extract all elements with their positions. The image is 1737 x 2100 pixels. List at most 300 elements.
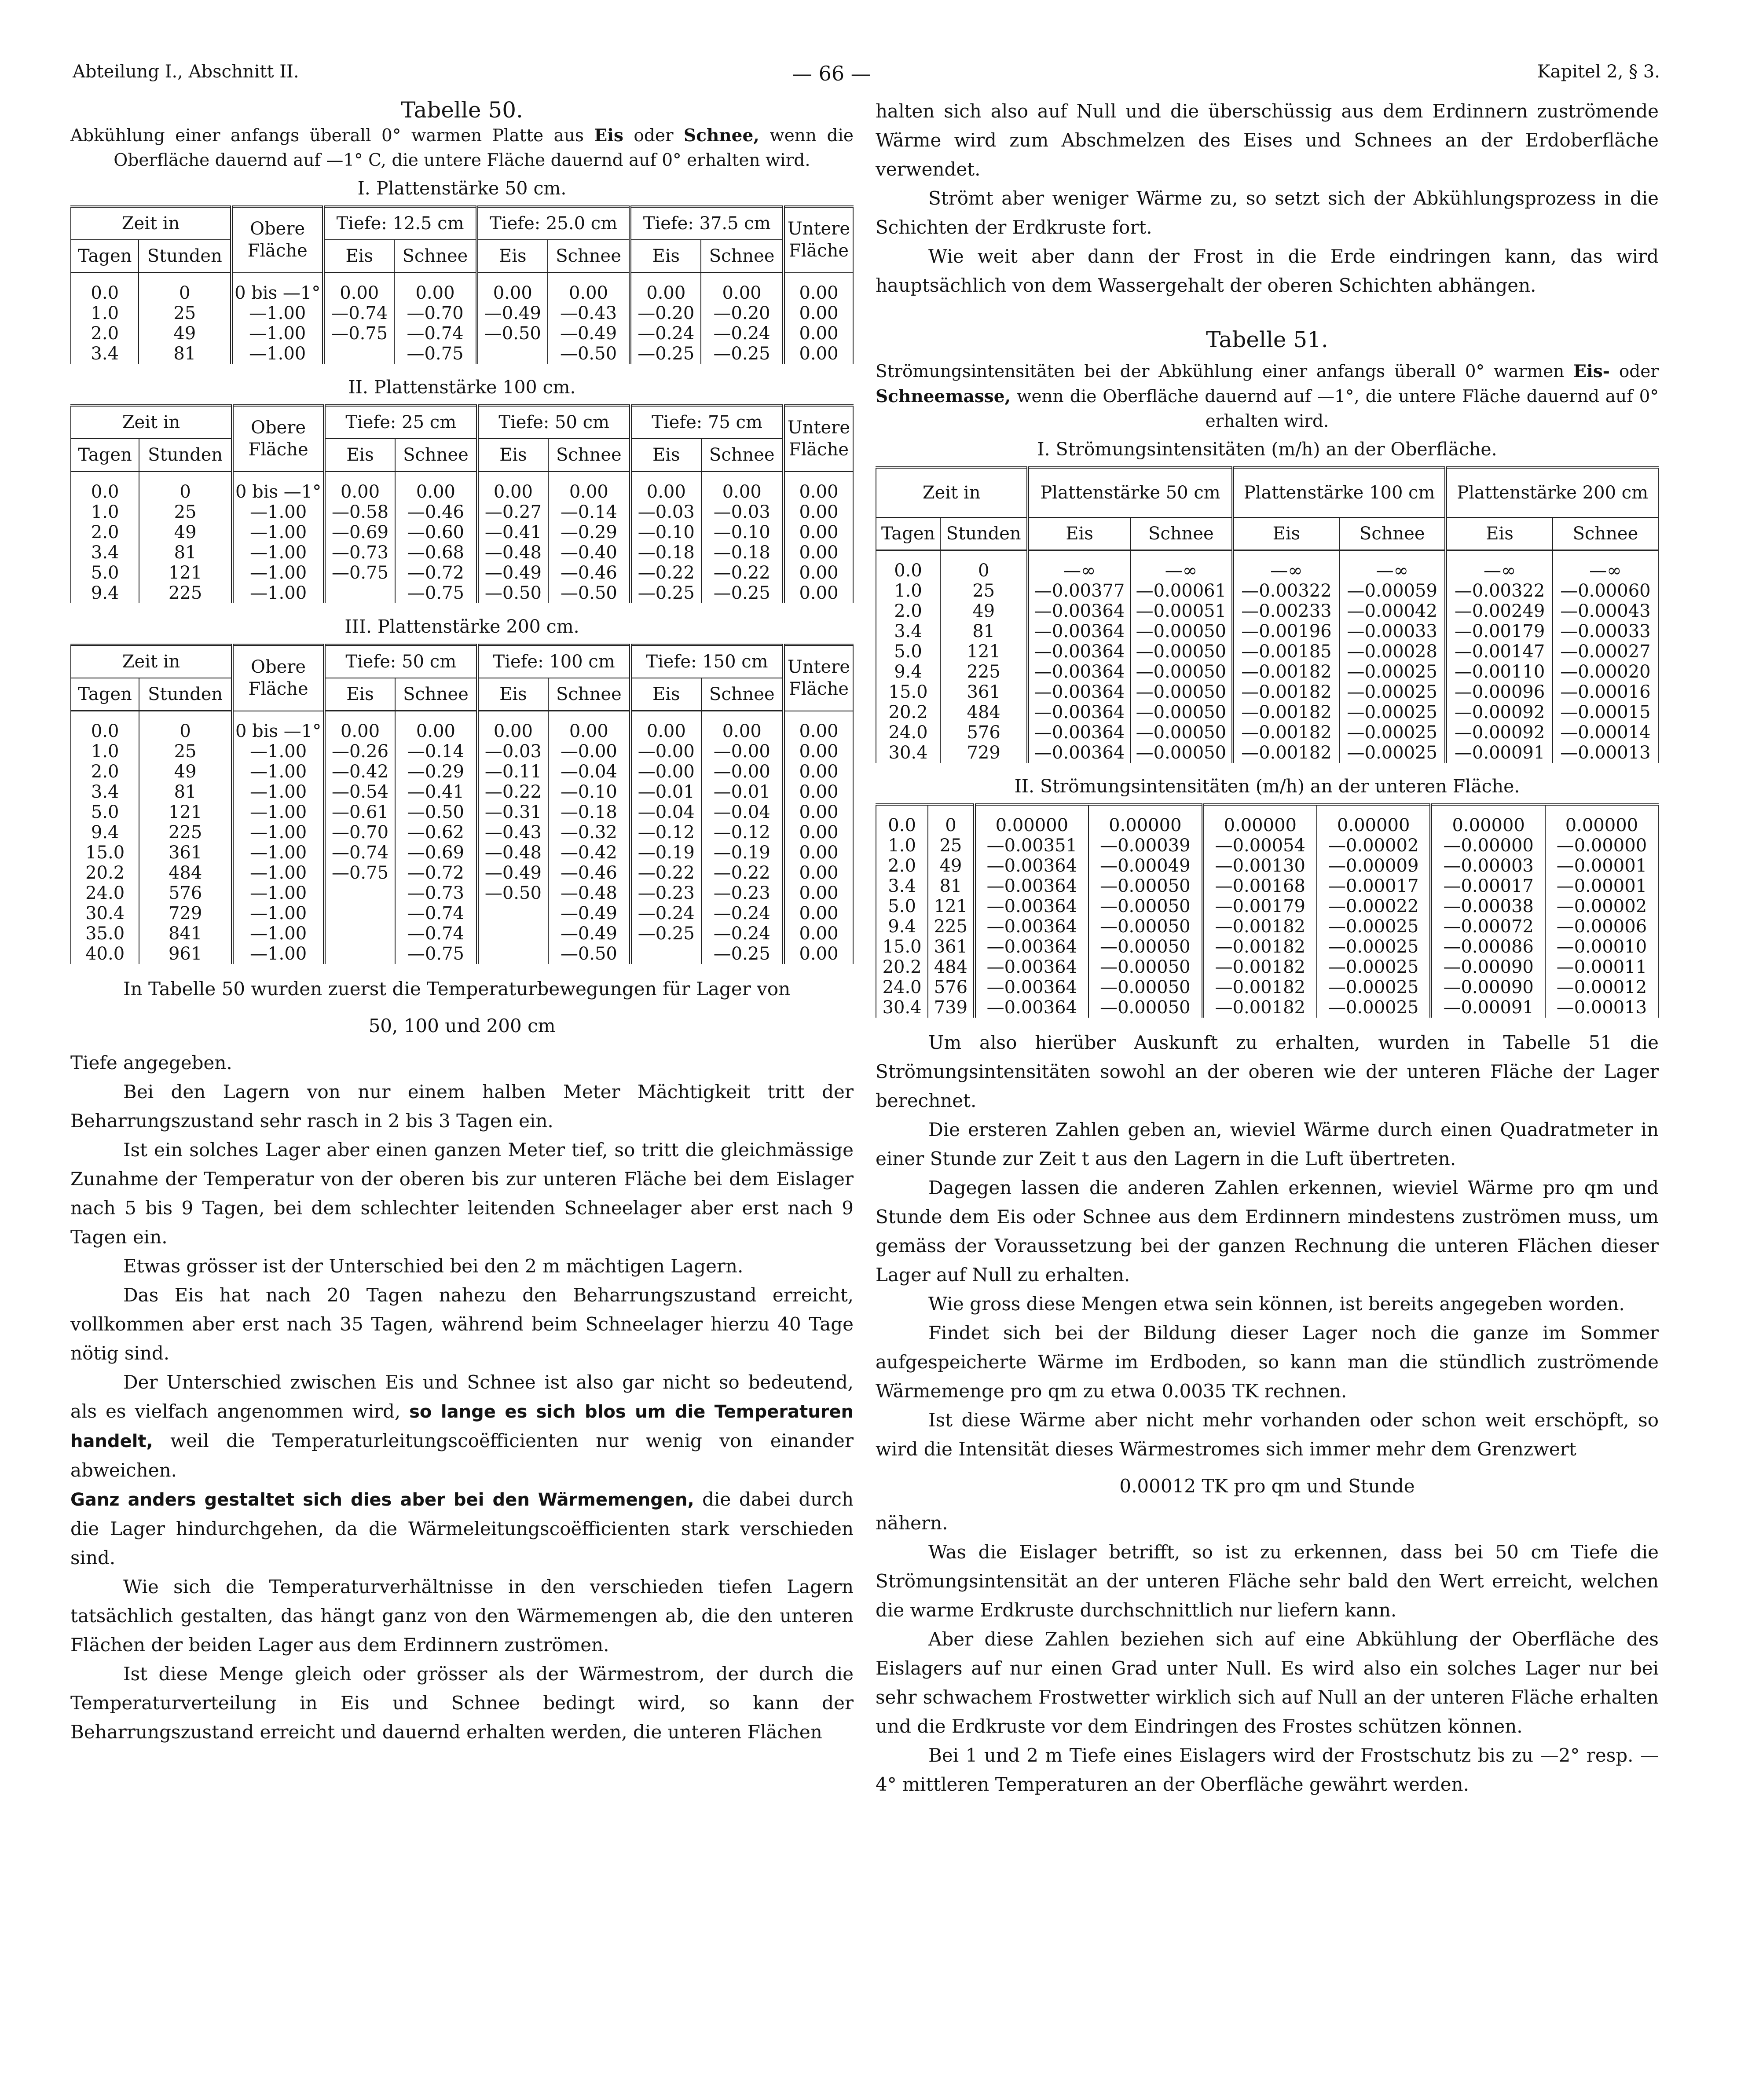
- table-cell: —0.00028: [1339, 641, 1446, 662]
- table-cell: —0.22: [477, 782, 548, 802]
- table-cell: 49: [139, 522, 232, 542]
- table-cell: —0.00002: [1545, 896, 1658, 916]
- table-cell: 25: [928, 836, 974, 856]
- table-cell: [477, 903, 548, 924]
- table-cell: —0.50: [477, 883, 548, 903]
- table-cell: —0.00233: [1233, 601, 1339, 621]
- table-cell: 20.2: [876, 702, 940, 722]
- table-cell: —0.00182: [1203, 977, 1317, 997]
- table-cell: —0.26: [324, 741, 395, 762]
- table-cell: —0.24: [701, 903, 784, 924]
- table-cell: —0.70: [324, 822, 395, 843]
- table-row: [71, 883, 853, 903]
- table-cell: —0.00014: [1553, 722, 1658, 743]
- table-cell: —1.00: [232, 903, 324, 924]
- plattenstaerke-header: Plattenstärke 200 cm: [1446, 468, 1658, 518]
- table-50-section-title: I. Plattenstärke 50 cm.: [357, 178, 567, 199]
- table-cell: 0.0: [71, 273, 139, 304]
- eis-header: Eis: [324, 678, 395, 711]
- table-cell: —0.00364: [975, 937, 1088, 957]
- table-cell: —0.49: [477, 303, 548, 323]
- table-cell: 0.00000: [1545, 805, 1658, 836]
- table-cell: —∞: [1130, 550, 1233, 581]
- table-cell: —∞: [1339, 550, 1446, 581]
- table-cell: —0.75: [323, 323, 394, 344]
- table-cell: 0: [940, 550, 1028, 581]
- table-cell: —0.24: [701, 323, 784, 344]
- schnee-header: Schnee: [548, 439, 630, 472]
- zeit-header: Zeit in: [876, 468, 1028, 518]
- table-cell: —1.00: [232, 502, 324, 522]
- table-cell: —0.00092: [1446, 722, 1552, 743]
- table-cell: 0.0: [71, 711, 139, 742]
- table-cell: 2.0: [876, 601, 940, 621]
- table-cell: 0.00: [394, 273, 477, 304]
- eis-header: Eis: [477, 678, 548, 711]
- stunden-header: Stunden: [940, 517, 1028, 550]
- table-cell: —0.25: [701, 344, 784, 364]
- table-cell: —0.00038: [1431, 896, 1545, 916]
- table-cell: —0.00086: [1431, 937, 1545, 957]
- table-cell: —0.01: [701, 782, 784, 802]
- table-cell: 0 bis —1°: [232, 711, 324, 742]
- table-cell: 361: [940, 682, 1028, 702]
- table-cell: —0.00364: [1028, 621, 1130, 641]
- table-cell: 484: [139, 863, 232, 883]
- table-cell: —0.14: [548, 502, 630, 522]
- table-cell: 121: [139, 563, 232, 583]
- table-cell: —1.00: [232, 741, 324, 762]
- table-cell: —1.00: [232, 843, 324, 863]
- table-cell: —0.00060: [1553, 581, 1658, 601]
- paragraph: Findet sich bei der Bildung dieser Lager noch die ganze im Sommer aufgespeicherte Wärme im Erdboden, so kann man die stündlich zuströmende Wärmemenge pro qm zu etwa 0.0035 TK rechnen.: [876, 1322, 1659, 1402]
- table-cell: —0.04: [630, 802, 701, 822]
- table-cell: 0.00: [701, 273, 784, 304]
- table-cell: —0.69: [395, 843, 477, 863]
- table-cell: —0.29: [548, 522, 630, 542]
- table-cell: 30.4: [876, 997, 928, 1018]
- table-cell: 0 bis —1°: [232, 472, 324, 502]
- zeit-header: Zeit in: [71, 207, 231, 240]
- right-body-text-bottom: [876, 1028, 1659, 1799]
- table-cell: 81: [139, 344, 231, 364]
- table-cell: —0.00002: [1317, 836, 1431, 856]
- table-cell: 0.00: [784, 802, 853, 822]
- table-cell: 5.0: [71, 802, 139, 822]
- table-cell: —0.00182: [1233, 743, 1339, 763]
- table-row: [71, 762, 853, 782]
- table-cell: 0.00: [630, 273, 701, 304]
- table-cell: 0: [139, 472, 232, 502]
- table-cell: —1.00: [232, 802, 324, 822]
- table-cell: —0.00017: [1317, 876, 1431, 896]
- table-cell: [477, 944, 548, 964]
- schnee-header: Schnee: [548, 240, 630, 273]
- eis-header: Eis: [1446, 517, 1552, 550]
- table-cell: —0.03: [630, 502, 701, 522]
- table-cell: 729: [940, 743, 1028, 763]
- depth-header: Tiefe: 12.5 cm: [323, 207, 477, 240]
- table-cell: —0.00364: [1028, 702, 1130, 722]
- table-cell: —0.00025: [1339, 662, 1446, 682]
- table-row: [71, 502, 853, 522]
- plattenstaerke-header: Plattenstärke 50 cm: [1028, 468, 1233, 518]
- table-cell: —0.25: [630, 583, 701, 603]
- table-cell: 0.00: [784, 273, 853, 304]
- table-cell: —0.74: [395, 924, 477, 944]
- eis-header: Eis: [477, 439, 548, 472]
- table-cell: —0.00027: [1553, 641, 1658, 662]
- table-cell: 576: [940, 722, 1028, 743]
- table-cell: 0.00: [784, 843, 853, 863]
- table-cell: 15.0: [876, 937, 928, 957]
- table-cell: 0.00: [784, 883, 853, 903]
- table-cell: —0.50: [477, 583, 548, 603]
- eis-header: Eis: [477, 240, 548, 273]
- schnee-header: Schnee: [1130, 517, 1233, 550]
- table-cell: 81: [139, 782, 232, 802]
- table-cell: 0.00: [548, 273, 630, 304]
- schnee-header: Schnee: [1553, 517, 1658, 550]
- table-cell: —0.00377: [1028, 581, 1130, 601]
- table-cell: 0.00: [784, 344, 853, 364]
- table-cell: —0.00: [701, 762, 784, 782]
- table-cell: —0.00196: [1233, 621, 1339, 641]
- table-cell: —0.32: [548, 822, 630, 843]
- table-cell: —0.00249: [1446, 601, 1552, 621]
- table-50-title: Tabelle 50.: [401, 97, 523, 123]
- table-cell: —0.00033: [1339, 621, 1446, 641]
- table-cell: 361: [928, 937, 974, 957]
- paragraph: halten sich also auf Null und die überschüssig aus dem Erdinnern zuströmende Wärme wird zum Abschmelzen des Eises und Schnees an der Erdoberfläche verwendet.: [876, 100, 1659, 180]
- table-cell: 0.00: [784, 924, 853, 944]
- table-cell: —1.00: [232, 924, 324, 944]
- table-cell: 576: [928, 977, 974, 997]
- table-cell: 0.00: [395, 472, 477, 502]
- table-51-section: [876, 803, 1659, 1018]
- table-cell: —0.00025: [1339, 682, 1446, 702]
- table-row: [876, 896, 1658, 916]
- paragraph: Das Eis hat nach 20 Tagen nahezu den Beharrungszustand erreicht, vollkommen aber erst nach 35 Tagen, während beim Schneelager hierzu 40 Tage nötig sind.: [70, 1284, 854, 1364]
- table-50-caption: Abkühlung einer anfangs überall 0° warmen Platte aus Eis oder Schnee, wenn die Oberfläche dauernd auf —1° C, die untere Fläche dauernd auf 0° erhalten wird.: [70, 125, 854, 170]
- table-cell: —0.00182: [1203, 997, 1317, 1018]
- table-cell: 49: [940, 601, 1028, 621]
- table-cell: —0.00322: [1233, 581, 1339, 601]
- table-cell: —0.25: [701, 944, 784, 964]
- table-cell: —0.00182: [1203, 937, 1317, 957]
- table-cell: —0.69: [324, 522, 395, 542]
- table-cell: —1.00: [232, 944, 324, 964]
- table-cell: 0.00: [784, 542, 853, 563]
- table-cell: —0.00020: [1553, 662, 1658, 682]
- table-cell: 729: [139, 903, 232, 924]
- table-cell: 0.00: [784, 782, 853, 802]
- table-cell: —0.00364: [975, 957, 1088, 977]
- table-cell: 0.00: [324, 472, 395, 502]
- table-cell: —0.25: [701, 583, 784, 603]
- paragraph: nähern.: [876, 1512, 948, 1534]
- obere-header: Obere Fläche: [231, 207, 323, 273]
- table-cell: —0.18: [548, 802, 630, 822]
- zeit-header: Zeit in: [71, 645, 232, 678]
- table-cell: —0.00050: [1130, 722, 1233, 743]
- table-cell: —0.61: [324, 802, 395, 822]
- table-cell: —0.18: [701, 542, 784, 563]
- table-row: [876, 977, 1658, 997]
- table-cell: 0: [928, 805, 974, 836]
- table-cell: —0.14: [395, 741, 477, 762]
- table-cell: —0.00025: [1317, 957, 1431, 977]
- table-cell: 0.0: [71, 472, 139, 502]
- paragraph: Ist diese Wärme aber nicht mehr vorhanden oder schon weit erschöpft, so wird die Intensität dieses Wärmestromes sich immer mehr dem Grenzwert: [876, 1409, 1659, 1460]
- table-cell: 24.0: [71, 883, 139, 903]
- paragraph: Der Unterschied zwischen Eis und Schnee ist also gar nicht so bedeutend, als es vielfach angenommen wird, so lange es sich blos um die Temperaturen handelt, weil die Temperaturleitungscoëfficienten nur wenig von einander abweichen.: [70, 1371, 854, 1481]
- table-row: [876, 856, 1658, 876]
- table-cell: —0.00042: [1339, 601, 1446, 621]
- table-cell: —0.24: [701, 924, 784, 944]
- table-cell: [323, 344, 394, 364]
- table-cell: —0.00096: [1446, 682, 1552, 702]
- table-cell: —0.46: [548, 863, 630, 883]
- table-row: [71, 273, 853, 304]
- table-cell: —0.00182: [1233, 722, 1339, 743]
- tagen-header: Tagen: [71, 240, 139, 273]
- table-cell: —0.00: [630, 741, 701, 762]
- table-cell: 0.00: [784, 903, 853, 924]
- table-cell: —0.60: [395, 522, 477, 542]
- table-cell: —1.00: [232, 563, 324, 583]
- table-cell: —0.23: [630, 883, 701, 903]
- table-cell: —0.00003: [1431, 856, 1545, 876]
- table-cell: 0.00: [784, 822, 853, 843]
- table-row: [876, 836, 1658, 856]
- table-cell: —0.48: [477, 542, 548, 563]
- table-51-section-title: II. Strömungsintensitäten (m/h) an der unteren Fläche.: [1014, 776, 1520, 797]
- table-50: [70, 176, 854, 964]
- table-row: [876, 957, 1658, 977]
- table-cell: 3.4: [71, 782, 139, 802]
- table-cell: —0.50: [477, 323, 548, 344]
- table-cell: 3.4: [876, 876, 928, 896]
- schnee-header: Schnee: [701, 439, 784, 472]
- table-cell: —0.00168: [1203, 876, 1317, 896]
- table-row: [876, 997, 1658, 1018]
- table-cell: —0.73: [324, 542, 395, 563]
- table-cell: 5.0: [876, 641, 940, 662]
- table-cell: —0.41: [395, 782, 477, 802]
- table-cell: 0.00: [395, 711, 477, 742]
- paragraph: Um also hierüber Auskunft zu erhalten, wurden in Tabelle 51 die Strömungsintensitäten sowohl an der oberen wie der unteren Fläche der Lager berechnet.: [876, 1032, 1659, 1111]
- table-cell: —0.10: [701, 522, 784, 542]
- table-cell: —0.00: [548, 741, 630, 762]
- schnee-header: Schnee: [1339, 517, 1446, 550]
- table-cell: —0.00015: [1553, 702, 1658, 722]
- table-cell: 2.0: [876, 856, 928, 876]
- table-cell: —1.00: [232, 583, 324, 603]
- table-cell: 961: [139, 944, 232, 964]
- table-cell: —0.00050: [1088, 937, 1202, 957]
- table-cell: —0.00025: [1339, 722, 1446, 743]
- table-cell: —0.48: [548, 883, 630, 903]
- table-cell: —0.00179: [1446, 621, 1552, 641]
- paragraph: Ist ein solches Lager aber einen ganzen Meter tief, so tritt die gleichmässige Zunahme der Temperatur von der oberen bis zur unteren Fläche bei dem Eislager nach 5 bis 9 Tagen, bei dem schlechter leitenden Schneelager aber erst nach 9 Tagen ein.: [70, 1139, 854, 1248]
- table-cell: —0.00364: [975, 876, 1088, 896]
- table-cell: —0.00147: [1446, 641, 1552, 662]
- table-cell: 0.00000: [1431, 805, 1545, 836]
- table-cell: —0.50: [548, 583, 630, 603]
- table-cell: 81: [940, 621, 1028, 641]
- table-cell: 0.00: [784, 522, 853, 542]
- schnee-header: Schnee: [395, 678, 477, 711]
- table-cell: —0.25: [630, 924, 701, 944]
- table-cell: —0.75: [394, 344, 477, 364]
- table-cell: 0.00: [324, 711, 395, 742]
- table-cell: —0.00022: [1317, 896, 1431, 916]
- depth-header: Tiefe: 100 cm: [477, 645, 630, 678]
- table-cell: —0.49: [548, 924, 630, 944]
- table-row: [876, 702, 1658, 722]
- untere-header: Untere Fläche: [784, 406, 853, 472]
- table-cell: —0.00091: [1446, 743, 1552, 763]
- table-cell: 25: [139, 502, 232, 522]
- depth-header: Tiefe: 50 cm: [324, 645, 477, 678]
- table-cell: —0.43: [477, 822, 548, 843]
- table-cell: —0.41: [477, 522, 548, 542]
- table-cell: 81: [139, 542, 232, 563]
- table-cell: 0.00: [477, 472, 548, 502]
- table-cell: 0.00: [784, 762, 853, 782]
- table-cell: 35.0: [71, 924, 139, 944]
- table-cell: —0.03: [701, 502, 784, 522]
- right-body-text-top: [876, 97, 1659, 300]
- table-cell: —0.24: [630, 323, 701, 344]
- table-cell: —0.00090: [1431, 977, 1545, 997]
- table-51-title: Tabelle 51.: [1206, 327, 1328, 352]
- table-51: [876, 436, 1659, 1018]
- table-cell: —0.00364: [975, 977, 1088, 997]
- table-cell: 30.4: [71, 903, 139, 924]
- table-cell: —0.50: [548, 944, 630, 964]
- table-cell: 0.00: [323, 273, 394, 304]
- paragraph: Aber diese Zahlen beziehen sich auf eine Abkühlung der Oberfläche des Eislagers auf nur einen Grad unter Null. Es wird also ein solches Lager nur bei sehr schwachem Frostwetter wirklich sich auf Null an der unteren Fläche erhalten und die Erdkruste vor dem Eindringen des Frostes schützen können.: [876, 1628, 1659, 1737]
- table-cell: 576: [139, 883, 232, 903]
- table-cell: —0.00059: [1339, 581, 1446, 601]
- table-50-section-title: III. Plattenstärke 200 cm.: [344, 616, 579, 637]
- table-cell: [477, 924, 548, 944]
- table-cell: —0.25: [630, 344, 701, 364]
- table-cell: —1.00: [232, 782, 324, 802]
- table-cell: —0.22: [630, 563, 701, 583]
- table-cell: 25: [139, 303, 231, 323]
- table-cell: —0.72: [395, 863, 477, 883]
- table-50-section-title: II. Plattenstärke 100 cm.: [348, 377, 576, 398]
- stunden-header: Stunden: [139, 240, 231, 273]
- table-cell: —0.00364: [975, 916, 1088, 937]
- table-cell: —0.23: [701, 883, 784, 903]
- table-51-caption: Strömungsintensitäten bei der Abkühlung einer anfangs überall 0° warmen Eis- oder Schneemasse, wenn die Oberfläche dauernd auf —1°, die untere Fläche dauernd auf 0° erhalten wird.: [876, 361, 1659, 431]
- table-cell: —0.18: [630, 542, 701, 563]
- tagen-header: Tagen: [71, 678, 139, 711]
- table-row: [876, 937, 1658, 957]
- right-column: [876, 97, 1659, 1799]
- table-cell: 0.00: [784, 502, 853, 522]
- table-cell: —0.00054: [1203, 836, 1317, 856]
- table-cell: —0.48: [477, 843, 548, 863]
- table-cell: 49: [928, 856, 974, 876]
- table-cell: —0.46: [395, 502, 477, 522]
- table-row: [71, 522, 853, 542]
- header-chapter-label: Kapitel 2, § 3.: [1537, 62, 1660, 82]
- table-cell: 0.00: [548, 711, 630, 742]
- table-cell: 0.00: [630, 711, 701, 742]
- table-cell: 30.4: [876, 743, 940, 763]
- table-cell: —0.00001: [1545, 856, 1658, 876]
- depth-header: Tiefe: 75 cm: [630, 406, 784, 439]
- table-cell: 81: [928, 876, 974, 896]
- table-cell: —0.00130: [1203, 856, 1317, 876]
- table-cell: —0.00182: [1233, 702, 1339, 722]
- table-cell: 9.4: [71, 822, 139, 843]
- eis-header: Eis: [1233, 517, 1339, 550]
- table-cell: —0.49: [477, 863, 548, 883]
- paragraph: Wie weit aber dann der Frost in die Erde eindringen kann, das wird hauptsächlich von dem Wassergehalt der oberen Schichten abhängen.: [876, 246, 1659, 296]
- table-cell: 0.0: [876, 805, 928, 836]
- table-cell: —0.04: [548, 762, 630, 782]
- schnee-header: Schnee: [548, 678, 630, 711]
- table-cell: 0 bis —1°: [231, 273, 323, 304]
- table-cell: —0.19: [701, 843, 784, 863]
- plattenstaerke-header: Plattenstärke 100 cm: [1233, 468, 1446, 518]
- table-cell: —0.00050: [1088, 957, 1202, 977]
- table-row: [71, 563, 853, 583]
- table-cell: 225: [139, 583, 232, 603]
- table-cell: —0.00: [630, 762, 701, 782]
- left-column: [70, 97, 854, 1747]
- table-cell: 0.00: [784, 323, 853, 344]
- table-cell: —1.00: [232, 522, 324, 542]
- table-row: [71, 944, 853, 964]
- table-cell: —0.74: [394, 323, 477, 344]
- table-cell: —0.00016: [1553, 682, 1658, 702]
- table-cell: —0.46: [548, 563, 630, 583]
- table-cell: 3.4: [876, 621, 940, 641]
- table-cell: 0.00: [477, 273, 548, 304]
- table-cell: —0.19: [630, 843, 701, 863]
- table-cell: 24.0: [876, 722, 940, 743]
- table-row: [876, 682, 1658, 702]
- table-cell: —0.00061: [1130, 581, 1233, 601]
- table-cell: —0.22: [701, 863, 784, 883]
- table-row: [71, 924, 853, 944]
- table-cell: —1.00: [232, 883, 324, 903]
- table-cell: 0.00: [477, 711, 548, 742]
- table-cell: 20.2: [71, 863, 139, 883]
- table-row: [71, 323, 853, 344]
- table-cell: 1.0: [71, 502, 139, 522]
- table-cell: —0.00364: [1028, 743, 1130, 763]
- table-cell: 15.0: [71, 843, 139, 863]
- eis-header: Eis: [324, 439, 395, 472]
- table-cell: —0.00364: [1028, 662, 1130, 682]
- paragraph: Ganz anders gestaltet sich dies aber bei den Wärmemengen, die dabei durch die Lager hindurchgehen, da die Wärmeleitungscoëfficienten stark verschieden sind.: [70, 1488, 854, 1569]
- paragraph: Strömt aber weniger Wärme zu, so setzt sich der Abkühlungsprozess in die Schichten der Erdkruste fort.: [876, 187, 1659, 238]
- table-cell: —0.00011: [1545, 957, 1658, 977]
- table-row: [71, 711, 853, 742]
- table-cell: —0.00364: [1028, 601, 1130, 621]
- table-cell: 0.00000: [1203, 805, 1317, 836]
- table-cell: —0.10: [630, 522, 701, 542]
- table-cell: —0.04: [701, 802, 784, 822]
